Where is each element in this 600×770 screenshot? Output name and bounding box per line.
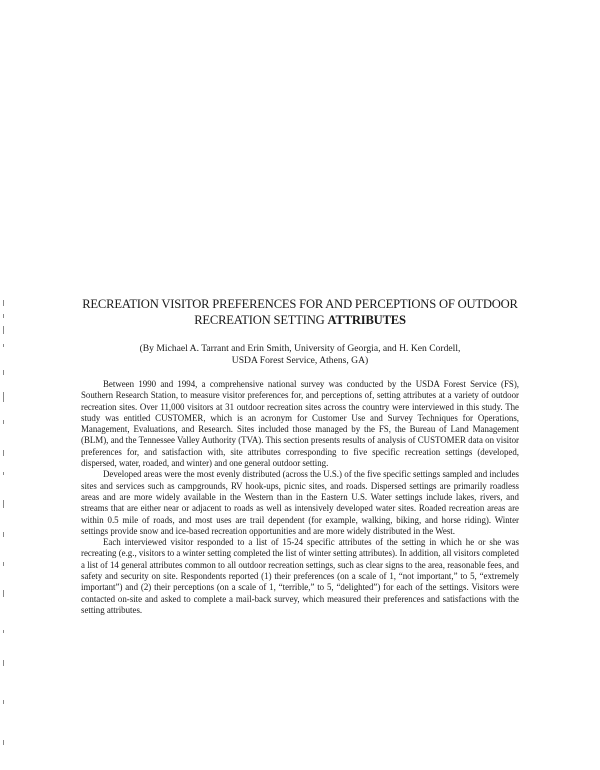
byline-line-1: (By Michael A. Tarrant and Erin Smith, University of Georgia, and H. Ken Cordell,	[139, 343, 461, 354]
page-title	[70, 296, 530, 328]
byline-line-2: USDA Forest Service, Athens, GA)	[231, 355, 369, 366]
title-line-2-bold: ATTRIBUTES	[327, 313, 406, 327]
scan-margin-marks	[3, 300, 7, 760]
body-text	[81, 379, 519, 616]
author-byline	[80, 343, 520, 367]
title-line-1: RECREATION VISITOR PREFERENCES FOR AND PERCEPTIONS OF OUTDOOR	[82, 297, 518, 311]
paragraph-3: Each interviewed visitor responded to a list of 15-24 specific attributes of the setting in which he or she was recreating (e.g., visitors to a winter setting completed the list of winter setting attributes). In addition, all visitors completed a list of 14 general attributes common to all outdoor recreation settings, such as clear signs to the area, reasonable fees, and safety and security on site. Respondents reported (1) their preferences (on a scale of 1, “not important,” to 5, “extremely important”) and (2) their perceptions (on a scale of 1, “terrible,” to 5, “delighted”) for each of the settings. Visitors were contacted on-site and asked to complete a mail-back survey, which measured their preferences and satisfactions with the setting attributes.	[81, 537, 519, 615]
paragraph-2: Developed areas were the most evenly distributed (across the U.S.) of the five specific settings sampled and includes sites and services such as campgrounds, RV hook-ups, picnic sites, and roads. Dispersed settings are primarily roadless areas and are more widely available in the Western than in the Eastern U.S. Water settings include lakes, rivers, and streams that are either near or adjacent to roads as well as intensively developed water sites. Roaded recreation areas are within 0.5 mile of roads, and most uses are trail dependent (for example, walking, biking, and horse riding). Winter settings provide snow and ice-based recreation opportunities and are more widely distributed in the West.	[81, 469, 519, 536]
paragraph-1: Between 1990 and 1994, a comprehensive national survey was conducted by the USDA Forest Service (FS), Southern Research Station, to measure visitor preferences for, and perceptions of, setting attributes at a variety of outdoor recreation sites. Over 11,000 visitors at 31 outdoor recreation sites across the country were interviewed in this study. The study was entitled CUSTOMER, which is an acronym for Customer Use and Survey Techniques for Operations, Management, Evaluations, and Research. Sites included those managed by the FS, the Bureau of Land Management (BLM), and the Tennessee Valley Authority (TVA). This section presents results of analysis of CUSTOMER data on visitor preferences for, and satisfaction with, site attributes corresponding to five specific recreation settings (developed, dispersed, water, roaded, and winter) and one general outdoor setting.	[81, 379, 519, 469]
title-line-2-plain: RECREATION SETTING	[194, 313, 325, 327]
